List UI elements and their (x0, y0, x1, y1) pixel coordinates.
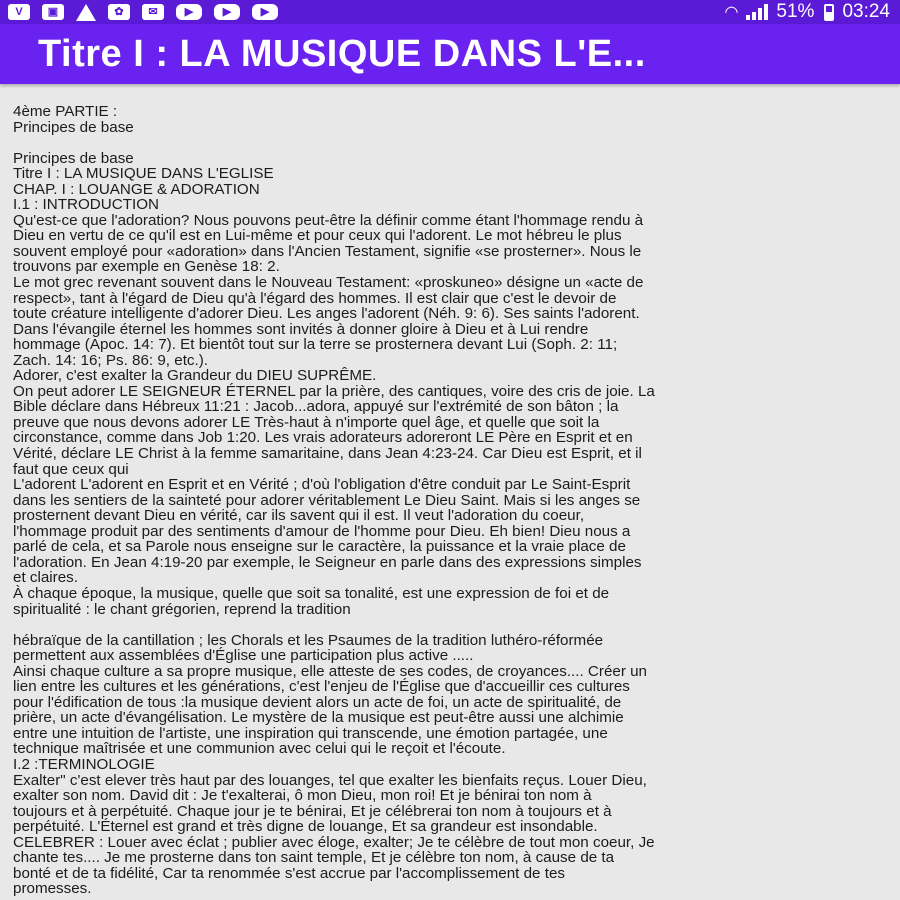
text-line: promesses. (13, 880, 92, 898)
text-line: prosternent devant Dieu en vérité, car ils savent qui il est. Il veut l'adoration du coeur, (13, 507, 585, 525)
text-line: toujours et à perpétuité. Chaque jour je te bénirai, Et je célébrerai ton nom à toujours et à (13, 802, 612, 820)
app-bar (0, 24, 900, 84)
text-line: bonté et de ta fidélité, Car ta renommée s'est accrue par l'accomplissement de tes (13, 864, 565, 882)
youtube-icon: ▶ (214, 4, 240, 20)
text-line: toute créature intelligente d'adorer Dieu. Les anges l'adorent (Néh. 9: 6). Ses saints l'adorent. (13, 305, 640, 323)
page-title: Titre I : LA MUSIQUE DANS L'E... (38, 32, 646, 75)
text-line: exalter son nom. David dit : Je t'exalterai, ô mon Dieu, mon roi! Et je bénirai ton nom à (13, 787, 592, 805)
system-icons (724, 1, 890, 23)
text-line: Zach. 14: 16; Ps. 86: 9, etc.). (13, 351, 209, 369)
text-line: parlé de cela, et sa Parole nous enseigne sur le caractère, la puissance et la vraie place de (13, 538, 626, 556)
text-line: Exalter" c'est elever très haut par des louanges, tel que exalter les bienfaits reçus. Louer Dieu, (13, 771, 647, 789)
warning-icon (76, 4, 96, 21)
text-line: lien entre les cultures et les générations, c'est l'enjeu de l'Église que d'accueillir ces cultures (13, 678, 630, 696)
text-line: preuve que nous devons adorer LE Très-haut à n'importe quel âge, et quelle que soit la (13, 413, 600, 431)
text-line: Qu'est-ce que l'adoration? Nous pouvons peut-être la définir comme étant l'hommage rendu à (13, 211, 644, 229)
blank-line (13, 617, 887, 633)
text-line: Vérité, déclare LE Christ à la femme samaritaine, dans Jean 4:23-24. Car Dieu est Esprit, et il (13, 445, 642, 463)
text-line: l'hommage produit par des sentiments d'amour de l'homme pour Dieu. Eh bien! Dieu nous a (13, 522, 631, 540)
text-line: l'adoration. En Jean 4:19-20 par exemple, le Seigneur en parle dans des expressions simples (13, 553, 642, 571)
text-line: respect», tant à l'égard de Dieu qu'à l'égard des hommes. Il est clair que c'est le devoir de (13, 289, 617, 307)
blank-line (13, 135, 887, 151)
text-line: À chaque époque, la musique, quelle que soit sa tonalité, est une expression de foi et de (13, 584, 610, 602)
text-line: I.2 :TERMINOLOGIE (13, 755, 155, 773)
signal-icon (746, 4, 768, 20)
wifi-icon: ◠ (724, 4, 739, 21)
clock: 03:24 (842, 1, 890, 22)
text-line: chante tes.... Je me prosterne dans ton saint temple, Et je célèbre ton nom, à cause de ta (13, 849, 615, 867)
text-line: technique maîtrisée et une communion avec celui qui le reçoit et l'écoute. (13, 740, 506, 758)
text-line: Adorer, c'est exalter la Grandeur du DIEU SUPRÊME. (13, 367, 377, 385)
mail-icon: ✉ (142, 4, 164, 20)
text-line: perpétuité. L'Éternel est grand et très digne de louange, Et sa grandeur est insondable. (13, 818, 598, 836)
text-line: Principes de base (13, 149, 134, 167)
text-line: trouvons par exemple en Genèse 18: 2. (13, 258, 280, 276)
youtube-icon: ▶ (252, 4, 278, 20)
text-line: Dans l'évangile éternel les hommes sont invités à donner gloire à Dieu et à Lui rendre (13, 320, 589, 338)
text-line: prière, un acte d'évangélisation. Le mystère de la musique est peut-être aussi une alchimie (13, 709, 624, 727)
text-line: Principes de base (13, 118, 134, 136)
status-bar (0, 0, 900, 24)
text-line: et claires. (13, 569, 78, 587)
text-line: CHAP. I : LOUANGE & ADORATION (13, 180, 260, 198)
text-line: dans les sentiers de la sainteté pour adorer véritablement Le Dieu Saint. Mais si les anges se (13, 491, 641, 509)
battery-icon (824, 4, 834, 21)
text-line: Dieu en vertu de ce qu'il est en Lui-même et pour ceux qui l'adorent. Le mot hébreu le plus (13, 227, 622, 245)
text-line: Ainsi chaque culture a sa propre musique, elle atteste de ses codes, de croyances.... Créer un (13, 662, 648, 680)
text-line: circonstance, comme dans Job 1:20. Les vrais adorateurs adoreront LE Père en Esprit et en (13, 429, 633, 447)
text-line: souvent employé pour «adoration» dans l'Ancien Testament, signifie «se prosterner». Nous le (13, 242, 642, 260)
text-line: I.1 : INTRODUCTION (13, 196, 159, 214)
text-line: On peut adorer LE SEIGNEUR ÉTERNEL par la prière, des cantiques, voire des cris de joie. La (13, 382, 655, 400)
text-line: Le mot grec revenant souvent dans le Nouveau Testament: «proskuneo» désigne un «acte de (13, 274, 644, 292)
battery-percent: 51% (776, 1, 815, 22)
text-line: L'adorent L'adorent en Esprit et en Vérité ; d'où l'obligation d'être conduit par Le Saint-Esprit (13, 476, 631, 494)
text-line: hébraïque de la cantillation ; les Chorals et les Psaumes de la tradition luthéro-réformée (13, 631, 604, 649)
text-line: CELEBRER : Louer avec éclat ; publier avec éloge, exalter; Je te célèbre de tout mon coeur, Je (13, 833, 655, 851)
text-line: 4ème PARTIE : (13, 103, 118, 120)
text-line: Bible déclare dans Hébreux 11:21 : Jacob...adora, appuyé sur l'extrémité de son bâton ; la (13, 398, 619, 416)
youtube-icon: ▶ (176, 4, 202, 20)
text-line: hommage (Apoc. 14: 7). Et bientôt tout sur la terre se prosternera devant Lui (Soph. 2: 11; (13, 336, 618, 354)
text-line: faut que ceux qui (13, 460, 129, 478)
text-line: permettent aux assemblées d'Église une participation plus active ..... (13, 647, 474, 665)
text-line: spiritualité : le chant grégorien, reprend la tradition (13, 600, 351, 618)
v-icon: V (8, 4, 30, 20)
document-text[interactable] (13, 104, 887, 897)
game-icon: ✿ (108, 4, 130, 20)
text-line: pour l'édification de tous :la musique devient alors un acte de foi, un acte de spiritualité, de (13, 693, 622, 711)
text-line: entre une intuition de l'artiste, une inspiration qui transcende, une émotion partagée, une (13, 724, 608, 742)
text-line: Titre I : LA MUSIQUE DANS L'EGLISE (13, 165, 274, 183)
image-icon: ▣ (42, 4, 64, 20)
notification-icons (8, 4, 278, 21)
